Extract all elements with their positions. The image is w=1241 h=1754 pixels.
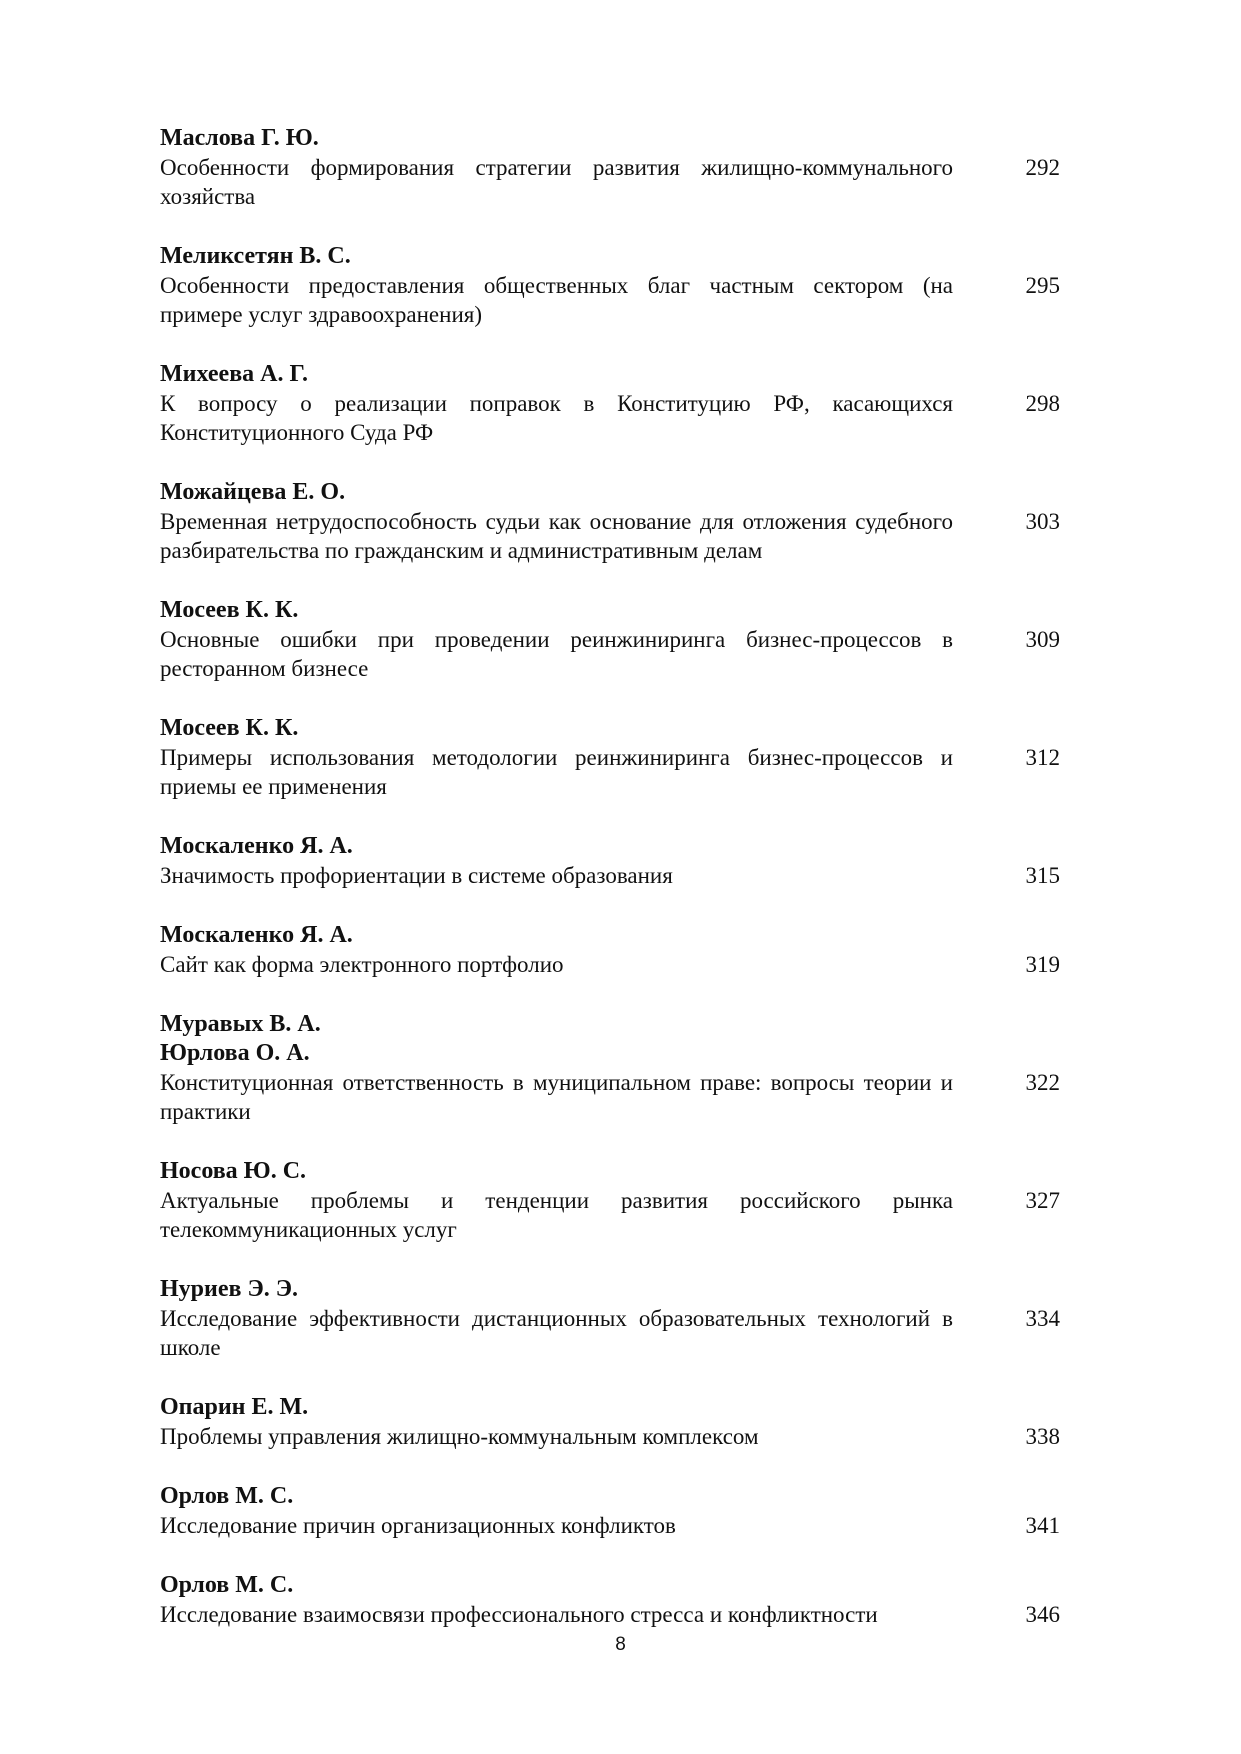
toc-entry	[160, 1010, 1060, 1126]
entry-title: Конституционная ответственность в муниципальном праве: вопросы теории и практики	[160, 1070, 953, 1124]
entry-author: Нуриев Э. Э.	[160, 1276, 299, 1302]
toc-entry	[160, 832, 1060, 890]
entry-title-row	[160, 1511, 1060, 1540]
entry-page-number: 319	[1025, 952, 1060, 977]
toc-entry	[160, 124, 1060, 211]
entry-title: Исследование взаимосвязи профессионального стресса и конфликтности	[160, 1602, 878, 1627]
entry-page-number: 338	[1025, 1424, 1060, 1449]
entry-page-number: 298	[1025, 391, 1060, 416]
entry-page-number: 295	[1025, 273, 1060, 298]
entry-title-row	[160, 1600, 1060, 1629]
entry-page-number: 312	[1025, 745, 1060, 770]
entry-page-number: 322	[1025, 1070, 1060, 1095]
toc-entry	[160, 242, 1060, 329]
entry-title-row	[160, 861, 1060, 890]
entry-author: Муравых В. А.	[160, 1011, 321, 1037]
entry-title: Проблемы управления жилищно-коммунальным комплексом	[160, 1424, 759, 1449]
entry-page-number: 334	[1025, 1306, 1060, 1331]
entry-page-number: 346	[1025, 1602, 1060, 1627]
entry-title: Особенности формирования стратегии развития жилищно-коммунального хозяйства	[160, 155, 953, 209]
toc-entry	[160, 1393, 1060, 1451]
entry-title: Основные ошибки при проведении реинжиниринга бизнес-процессов в ресторанном бизнесе	[160, 627, 953, 681]
entry-author: Меликсетян В. С.	[160, 243, 351, 269]
entry-title-row	[160, 625, 1060, 683]
entry-title: Примеры использования методологии реинжиниринга бизнес-процессов и приемы ее применения	[160, 745, 953, 799]
entry-title: Исследование эффективности дистанционных образовательных технологий в школе	[160, 1306, 953, 1360]
toc-entry	[160, 921, 1060, 979]
entry-title: Особенности предоставления общественных благ частным сектором (на примере услуг здравоохранения)	[160, 273, 953, 327]
entry-author: Мосеев К. К.	[160, 715, 299, 741]
entry-title-row	[160, 1186, 1060, 1244]
entry-title-row	[160, 389, 1060, 447]
entry-title: Актуальные проблемы и тенденции развития российского рынка телекоммуникационных услуг	[160, 1188, 953, 1242]
entry-title: Сайт как форма электронного портфолио	[160, 952, 564, 977]
entry-title: Исследование причин организационных конфликтов	[160, 1513, 676, 1538]
entry-title-row	[160, 1304, 1060, 1362]
entry-title-row	[160, 153, 1060, 211]
toc-entry	[160, 1275, 1060, 1362]
entry-page-number: 303	[1025, 509, 1060, 534]
entry-title-row	[160, 1422, 1060, 1451]
toc-entry	[160, 1157, 1060, 1244]
entry-title-row	[160, 1068, 1060, 1126]
entry-page-number: 292	[1025, 155, 1060, 180]
entry-title: Временная нетрудоспособность судьи как основание для отложения судебного разбирательства по гражданским и административным делам	[160, 509, 953, 563]
toc-entry	[160, 596, 1060, 683]
table-of-contents	[160, 124, 1060, 1660]
toc-entry	[160, 478, 1060, 565]
entry-title: Значимость профориентации в системе образования	[160, 863, 673, 888]
entry-author: Носова Ю. С.	[160, 1158, 307, 1184]
entry-author: Орлов М. С.	[160, 1483, 294, 1509]
entry-title: К вопросу о реализации поправок в Конституцию РФ, касающихся Конституционного Суда РФ	[160, 391, 953, 445]
entry-title-row	[160, 271, 1060, 329]
toc-entry	[160, 1482, 1060, 1540]
entry-page-number: 341	[1025, 1513, 1060, 1538]
entry-author: Москаленко Я. А.	[160, 922, 353, 948]
entry-author: Юрлова О. А.	[160, 1040, 310, 1066]
entry-author: Мосеев К. К.	[160, 597, 299, 623]
entry-author: Опарин Е. М.	[160, 1394, 309, 1420]
entry-author: Орлов М. С.	[160, 1572, 294, 1598]
toc-entry	[160, 1571, 1060, 1629]
entry-title-row	[160, 743, 1060, 801]
entry-author: Маслова Г. Ю.	[160, 125, 319, 151]
entry-title-row	[160, 507, 1060, 565]
entry-author: Можайцева Е. О.	[160, 479, 346, 505]
entry-author: Москаленко Я. А.	[160, 833, 353, 859]
entry-page-number: 327	[1025, 1188, 1060, 1213]
entry-page-number: 309	[1025, 627, 1060, 652]
toc-entry	[160, 714, 1060, 801]
toc-entry	[160, 360, 1060, 447]
entry-author: Михеева А. Г.	[160, 361, 309, 387]
entry-page-number: 315	[1025, 863, 1060, 888]
page-number: 8	[615, 1634, 626, 1655]
entry-title-row	[160, 950, 1060, 979]
